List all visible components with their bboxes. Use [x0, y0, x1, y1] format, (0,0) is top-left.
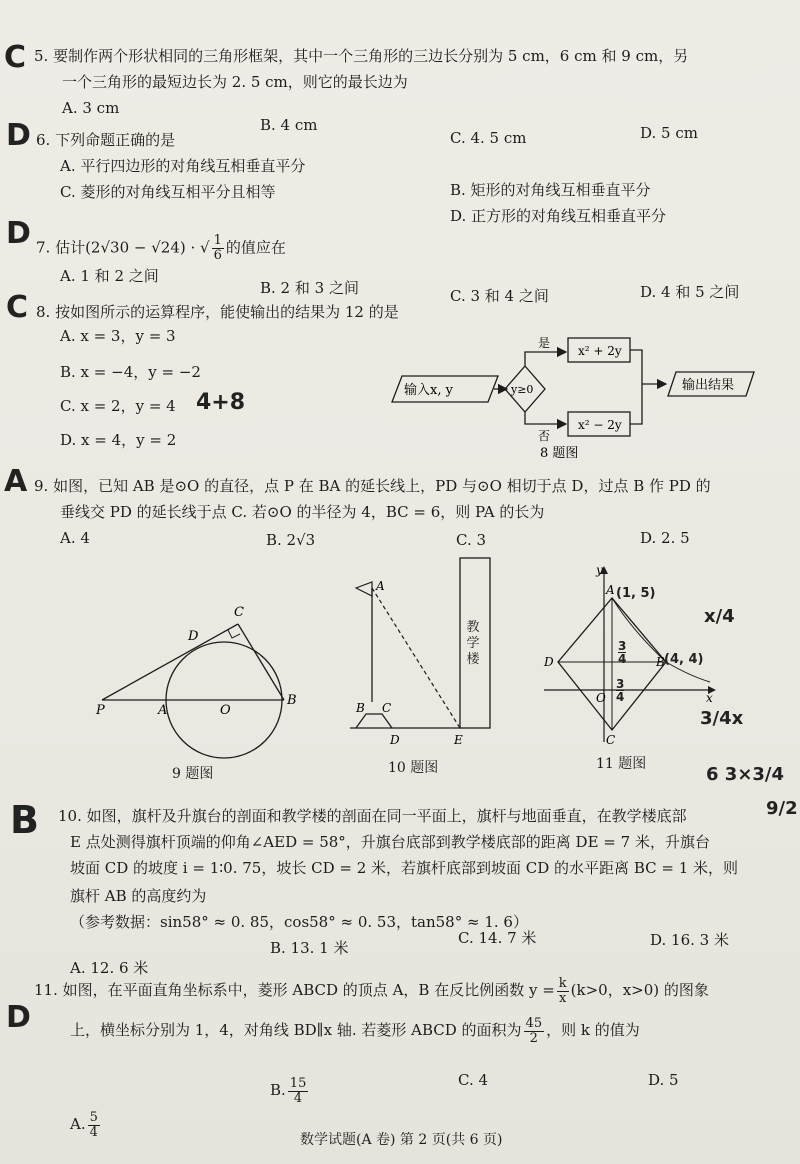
q7-stem-pre: 7. 估计(2√30 − √24) · [36, 238, 201, 257]
q11-option-b [270, 1070, 310, 1110]
margin-hand-result: 9/2 [766, 798, 798, 819]
q7-option-d: D. 4 和 5 之间 [640, 283, 740, 301]
q9-option-d: D. 2. 5 [640, 529, 690, 547]
fig11-hand-frac2-den: 4 [616, 690, 625, 704]
q10-stem-line1: 10. 如图，旗杆及升旗台的剖面和教学楼的剖面在同一平面上，旗杆与地面垂直，在教学楼底部 [58, 807, 687, 825]
fig11-label-x: x [706, 691, 713, 705]
q11-line1-pre: 11. 如图，在平面直角坐标系中，菱形 ABCD 的顶点 A，B 在反比例函数 y = [34, 981, 555, 999]
answer-mark-q8: C [6, 290, 29, 325]
fig10-flag [356, 582, 372, 596]
q11-line2-post: ，则 k 的值为 [546, 1021, 640, 1039]
fig11-hand-frac1-den: 4 [618, 652, 627, 666]
q10-stem-line4: 旗杆 AB 的高度约为 [70, 887, 207, 905]
answer-mark-q7: D [6, 216, 31, 251]
fig10-label-a: A [376, 579, 385, 593]
fig11-hand-frac2 [616, 678, 624, 703]
fig10-caption: 10 题图 [388, 760, 439, 776]
answer-mark-q9: A [4, 464, 28, 499]
fig9-label-o: O [220, 703, 231, 718]
q11-option-b-label: B. [270, 1081, 286, 1099]
q8-stem: 8. 按如图所示的运算程序，能使输出的结果为 12 的是 [36, 303, 399, 321]
q7-frac-den: 6 [213, 248, 222, 263]
fig10-label-d: D [390, 733, 400, 747]
q7-option-c: C. 3 和 4 之间 [450, 287, 549, 305]
q11-option-c: C. 4 [458, 1071, 489, 1089]
fig10-platform [356, 714, 392, 728]
q11-stem-line2 [70, 1010, 640, 1050]
flow-yes-label: 是 [538, 336, 551, 350]
sqrt-icon: √ [200, 238, 210, 257]
margin-hand-frac1: x/4 [704, 606, 735, 627]
q7-stem [36, 234, 286, 263]
q8-option-a: A. x = 3，y = 3 [60, 327, 176, 345]
q9-option-b: B. 2√3 [266, 531, 316, 549]
fig9-label-d: D [188, 629, 199, 644]
fig9-label-c: C [234, 605, 244, 620]
flow-bottom-label: x² − 2y [578, 418, 622, 432]
q10-option-c: C. 14. 7 米 [458, 929, 537, 947]
q10-stem-line5: （参考数据：sin58° ≈ 0. 85，cos58° ≈ 0. 53，tan58° ≈ 1. 6） [70, 913, 528, 931]
flow-condition-label: y≥0 [511, 383, 534, 396]
q5-option-d: D. 5 cm [640, 124, 698, 142]
q8-flowchart [390, 330, 770, 462]
fig9-label-a: A [158, 703, 168, 718]
flow-caption: 8 题图 [540, 446, 579, 461]
q11-fraction-k-x [557, 977, 569, 1006]
q10-option-d: D. 16. 3 米 [650, 931, 729, 949]
answer-mark-q10: B [10, 798, 39, 842]
q10-option-a: A. 12. 6 米 [70, 959, 149, 977]
margin-hand-calc: 6 3×3/4 [706, 764, 785, 785]
fig10-label-c: C [382, 701, 392, 715]
answer-mark-q6: D [6, 118, 31, 153]
q11-option-a [70, 1104, 102, 1144]
q8-option-d: D. x = 4，y = 2 [60, 431, 177, 449]
answer-mark-q5: C [4, 40, 27, 75]
margin-hand-frac2: 3/4x [700, 708, 744, 729]
flow-no-label: 否 [538, 429, 551, 443]
q11-line1-post: (k>0，x>0) 的图象 [570, 981, 709, 999]
page-footer: 数学试题(A 卷) 第 2 页(共 6 页) [300, 1132, 503, 1148]
fig11-caption: 11 题图 [596, 756, 647, 772]
fig11-hand-coord-a: (1, 5) [616, 586, 656, 601]
fig11-hand-frac1 [618, 640, 626, 665]
q11-option-a-num: 5 [89, 1109, 98, 1125]
q10-stem-line3: 坡面 CD 的坡度 i = 1∶0. 75，坡长 CD = 2 米，若旗杆底部到坡面 CD 的水平距离 BC = 1 米，则 [70, 859, 739, 877]
fig11-curve [612, 598, 710, 682]
q10-stem-line2: E 点处测得旗杆顶端的仰角∠AED = 58°，升旗台底部到教学楼底部的距离 DE = 7 米，升旗台 [70, 833, 710, 851]
fig11-label-c: C [606, 733, 616, 747]
answer-mark-q11: D [6, 1000, 31, 1035]
q5-option-a: A. 3 cm [62, 99, 120, 117]
q5-stem-line1: 5. 要制作两个形状相同的三角形框架，其中一个三角形的三边长分别为 5 cm，6 cm 和 9 cm，另 [34, 47, 689, 65]
q11-frac2-num: 45 [525, 1015, 543, 1031]
fig11-label-o: O [596, 691, 606, 705]
q10-option-b: B. 13. 1 米 [270, 939, 349, 957]
q11-frac2-den: 2 [529, 1030, 538, 1046]
q11-option-a-label: A. [70, 1115, 86, 1133]
fig9-label-b: B [287, 693, 297, 708]
q5-stem-line2: 一个三角形的最短边长为 2. 5 cm，则它的最长边为 [62, 73, 408, 91]
q5-option-c: C. 4. 5 cm [450, 129, 527, 147]
q6-option-d: D. 正方形的对角线互相垂直平分 [450, 207, 667, 225]
fig11-label-a: A [606, 583, 615, 597]
q8-option-b: B. x = −4，y = −2 [60, 363, 201, 381]
q6-stem: 6. 下列命题正确的是 [36, 131, 176, 149]
q9-stem-line2: 垂线交 PD 的延长线于点 C. 若⊙O 的半径为 4，BC = 6，则 PA 的长为 [60, 503, 545, 521]
q11-option-a-den: 4 [89, 1124, 98, 1140]
q11-frac1-num: k [558, 975, 567, 991]
q11-fraction-area [524, 1017, 545, 1046]
fig10-label-b: B [356, 701, 365, 715]
fig11-hand-frac2-num: 3 [616, 677, 625, 691]
q9-option-c: C. 3 [456, 531, 487, 549]
q6-option-c: C. 菱形的对角线互相平分且相等 [60, 183, 276, 201]
fig11-label-b: B [656, 655, 665, 669]
flow-output-label: 输出结果 [682, 378, 735, 393]
q11-option-b-num: 15 [289, 1075, 307, 1091]
flow-input-label: 输入x, y [404, 383, 453, 398]
q11-option-b-frac [288, 1077, 309, 1106]
q8-option-c: C. x = 2，y = 4 [60, 397, 176, 415]
q5-option-b: B. 4 cm [260, 116, 318, 134]
q11-option-b-den: 4 [293, 1090, 303, 1106]
q7-stem-post: 的值应在 [225, 238, 286, 257]
q7-fraction [212, 234, 224, 263]
q7-option-b: B. 2 和 3 之间 [260, 279, 359, 297]
fig11-label-d: D [544, 655, 554, 669]
fig10-label-e: E [454, 733, 463, 747]
q6-option-a: A. 平行四边形的对角线互相垂直平分 [60, 157, 306, 175]
flow-top-label: x² + 2y [578, 344, 622, 358]
q7-option-a: A. 1 和 2 之间 [60, 267, 159, 285]
q6-option-b: B. 矩形的对角线互相垂直平分 [450, 181, 651, 199]
fig9-caption: 9 题图 [172, 766, 214, 782]
fig11-hand-frac1-num: 3 [618, 639, 627, 653]
fig9-label-p: P [96, 703, 105, 718]
q11-frac1-den: x [559, 990, 567, 1006]
q11-option-a-frac [88, 1111, 100, 1140]
q11-option-d: D. 5 [648, 1071, 679, 1089]
fig11-label-y: y [596, 563, 603, 577]
q8-handwritten-note: 4+8 [196, 390, 246, 415]
q11-stem-line1 [34, 970, 709, 1010]
fig10-building-label: 教学楼 [466, 620, 480, 667]
fig11-hand-coord-b: (4, 4) [664, 652, 704, 667]
q7-frac-num: 1 [213, 233, 222, 248]
q11-line2-pre: 上，横坐标分别为 1，4，对角线 BD∥x 轴. 若菱形 ABCD 的面积为 [70, 1021, 522, 1039]
q9-option-a: A. 4 [60, 529, 90, 547]
q9-stem-line1: 9. 如图，已知 AB 是⊙O 的直径，点 P 在 BA 的延长线上，PD 与⊙O 相切于点 D，过点 B 作 PD 的 [34, 477, 711, 495]
